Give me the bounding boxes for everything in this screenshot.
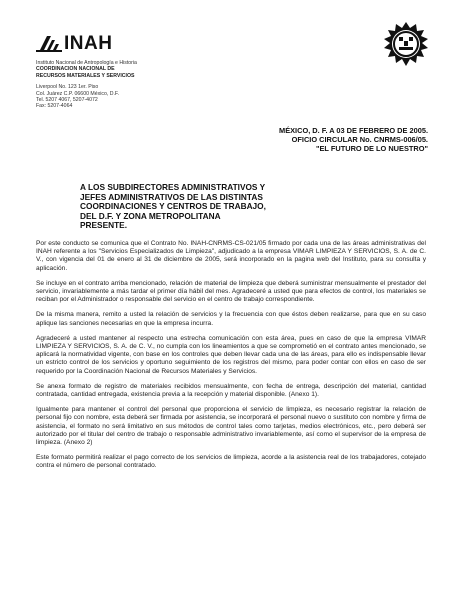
body-paragraph: Se anexa formato de registro de materiales recibidos mensualmente, con fecha de entrega, descripción del material, cantidad contratada, cantidad entregada, existencia previa a la recepción y material disponible. (Anexo 1).	[36, 382, 426, 399]
body-paragraph: Por este conducto se comunica que el Contrato No. INAH-CNRMS-CS-021/05 firmado por cada una de las áreas administrativas del INAH referente a los "Servicios Especializados de Limpieza", adjudicado a la empresa VIMAR LIMPIEZA Y SERVICIOS, S. A. de C. V., con vigencia del 01 de enero al 31 de diciembre de 2005, será incorporado en la pagina web del Instituto, para su consulta y aplicación.	[36, 240, 426, 272]
logo-text: INAH	[64, 33, 113, 54]
recipient-line: PRESENTE.	[80, 220, 128, 231]
coordination-name-line2: RECURSOS MATERIALES Y SERVICIOS	[36, 72, 135, 79]
body-paragraph: Este formato permitirá realizar el pago correcto de los servicios de limpieza, acorde a la asistencia real de los trabajadores, cotejado contra el número de personal contratado.	[36, 454, 426, 470]
recipient-line: DEL D.F. Y ZONA METROPOLITANA	[80, 210, 221, 221]
address-line: Col. Juárez C.P. 06600 México, D.F.	[36, 90, 119, 97]
body-paragraph: De la misma manera, remito a usted la relación de servicios y la frecuencia con que éstos deben realizarse, para que en su caso aplique las sanciones necesarias en que la empresa incurra.	[36, 311, 426, 327]
body-paragraph: Igualmente para mantener el control del personal que proporciona el servicio de limpieza, es necesario registrar la relación de personal fijo con nombre, esta deberá ser firmada por asistencia, se incorporará el personal nuevo o sustituto con nombre y firma de asistencia, el formato no será limitativo en sus métodos de control tales como tarjetas, medios electrónicos, etc., pero deberá ser autorizado por el titular del centro de trabajo o responsable administrativo invariablemente, así como el supervisor de la empresa de limpieza. (Anexo 2)	[36, 406, 426, 447]
body-paragraph: Se incluye en el contrato arriba mencionado, relación de material de limpieza que deberá suministrar mensualmente el prestador del servicio, invariablemente a más tardar el primer día hábil del mes. Agradeceré a usted que para efectos de control, los materiales se reciban por el Administrador o responsable del servicio en el centro de trabajo correspondiente.	[36, 279, 426, 304]
fax-line: Fax: 5207-4064	[36, 103, 73, 110]
address-line: Liverpool No. 123 1er. Piso	[36, 84, 99, 91]
dateline	[279, 126, 428, 153]
recipients-block	[80, 183, 266, 231]
seal-icon	[382, 20, 430, 68]
coordination-name-line1: COORDINACION NACIONAL DE	[36, 66, 115, 73]
date-line: MÉXICO, D. F. A 03 DE FEBRERO DE 2005.	[279, 126, 428, 135]
inah-emblem-icon	[36, 35, 62, 53]
letter-body	[36, 240, 426, 478]
motto: "EL FUTURO DE LO NUESTRO"	[316, 144, 428, 153]
institute-name: Instituto Nacional de Antropología e Historia	[36, 60, 137, 66]
recipient-line: JEFES ADMINISTRATIVOS DE LAS DISTINTAS	[80, 191, 263, 202]
inah-logo	[36, 34, 112, 54]
phone-line: Tel. 5207 4067, 5207-4072	[36, 97, 98, 104]
recipient-line: A LOS SUBDIRECTORES ADMINISTRATIVOS Y	[80, 182, 266, 192]
body-paragraph: Agradeceré a usted mantener al respecto una estrecha comunicación con esta área, pues en caso de que la empresa VIMAR LIMPIEZA Y SERVICIOS, S. A. de C. V., no cumpla con los lineamientos a que se comprometió en el contrato antes mencionado, se aplicará la normatividad vigente, con base en los controles que deben llevar cada una de las áreas, para ello es indispensable llevar un estricto control de los servicios y oportuno seguimiento de los registros del mismo, para poder contar con ellos en caso de ser requerido por la Coordinación Nacional de Recursos Materiales y Servicios.	[36, 334, 426, 375]
organization-block	[36, 60, 236, 110]
circular-number: OFICIO CIRCULAR No. CNRMS-006/05.	[291, 135, 428, 144]
recipient-line: COORDINACIONES Y CENTROS DE TRABAJO,	[80, 201, 266, 212]
